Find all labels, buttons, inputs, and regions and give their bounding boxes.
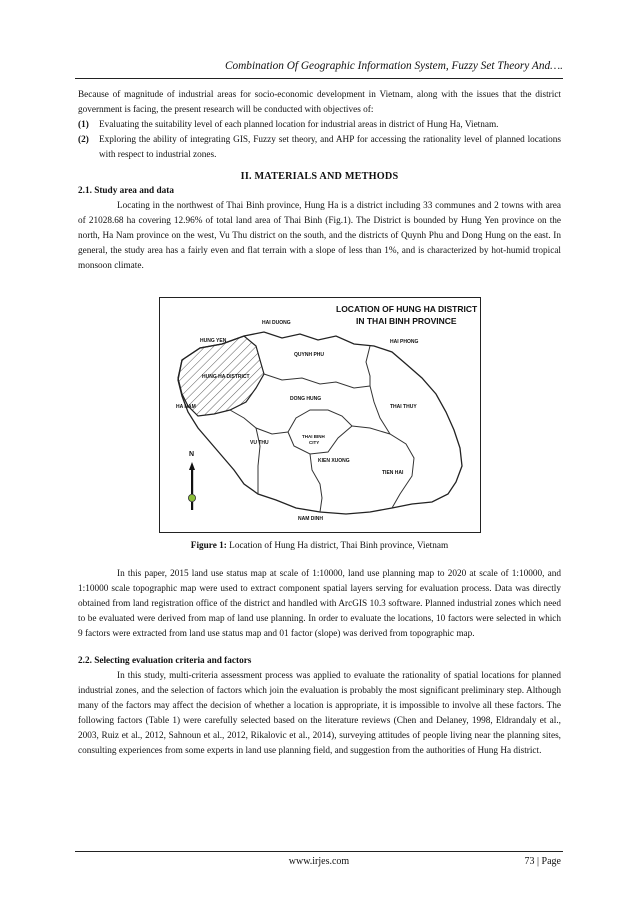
north-label: N	[189, 451, 195, 458]
objective-number: (1)	[78, 120, 89, 130]
label-ha-nam: HA NAM	[176, 404, 196, 410]
label-tien-hai: TIEN HAI	[382, 470, 404, 476]
subsection-title: 2.2. Selecting evaluation criteria and factors	[78, 656, 252, 666]
header-rule	[75, 78, 563, 79]
objective-number: (2)	[78, 135, 89, 145]
label-vu-thu: VU THU	[250, 440, 269, 446]
label-thai-binh-city-2: CITY	[309, 440, 320, 445]
footer-url: www.irjes.com	[288, 856, 350, 867]
label-thai-binh-city: THAI BINH	[302, 434, 325, 439]
methods-block	[78, 567, 561, 759]
district-boundary	[352, 426, 414, 508]
district-boundary	[366, 346, 390, 434]
figure-caption-text: Location of Hung Ha district, Thai Binh province, Vietnam	[226, 541, 449, 551]
label-hai-phong: HAI PHONG	[390, 339, 419, 345]
label-hai-duong: HAI DUONG	[262, 320, 291, 326]
subsection-title: 2.1. Study area and data	[78, 186, 174, 196]
study-area-paragraph: Locating in the northwest of Thai Binh province, Hung Ha is a district including 33 communes and 2 towns with area of 21028.68 ha covering 12.96% of total land area of Thai Binh (Fig.1). The District is bounded by Hung Yen province on the north, Ha Nam province on the west, Vu Thu district on the south, and the districts of Quynh Phu and Dong Hung on the east. In general, the study area has a fairly even and flat terrain with a slope of less than 1%, and is characterized by hot-humid tropical monsoon climate.	[78, 201, 561, 271]
objective-text: Evaluating the suitability level of each planned location for industrial areas in district of Hung Ha, Vietnam.	[99, 120, 499, 130]
label-hung-yen: HUNG YEN	[200, 338, 227, 344]
running-title: Combination Of Geographic Information System, Fuzzy Set Theory And….	[224, 60, 563, 72]
district-boundary	[256, 428, 260, 494]
label-hung-ha-district: HUNG HA DISTRICT	[202, 374, 250, 380]
label-quynh-phu: QUYNH PHU	[294, 352, 325, 358]
district-boundary	[288, 410, 352, 432]
intro-block	[78, 88, 561, 274]
intro-paragraph: Because of magnitude of industrial areas for socio-economic development in Vietnam, along with the issues that the district government is facing, the present research will be conducted with objectives of:	[78, 90, 561, 115]
criteria-paragraph: In this study, multi-criteria assessment process was applied to evaluate the rationality of spatial locations for planned industrial zones, and the selection of factors which join the evaluation is probably the most significant preliminary step. Although many of the factors may affect the decision of whether a location is appropriate, it is impossible to involve all these factors. The following factors (Table 1) were carefully selected based on the literature reviews (Chen and Delaney, 1998, Eldrandaly et al., 2003, Ruiz et al., 2012, Sahnoun et al., 2012, Rikalovic et al., 2014), surveying attitudes of people living near the planning sites, consulting experiences from some experts in land use planning field, and suggestion from the authorities of Hung Ha district.	[78, 671, 561, 756]
label-kien-xuong: KIEN XUONG	[318, 458, 350, 464]
objective-text: Exploring the ability of integrating GIS, Fuzzy set theory, and AHP for accessing the rationality level of planned locations with respect to industrial zones.	[99, 135, 561, 160]
label-dong-hung: DONG HUNG	[290, 396, 322, 402]
district-boundary	[264, 374, 370, 388]
label-nam-dinh: NAM DINH	[298, 516, 323, 522]
figure-caption	[78, 541, 561, 551]
district-boundary	[288, 426, 352, 454]
footer-rule	[75, 851, 563, 852]
map-title-line1: LOCATION OF HUNG HA DISTRICT	[336, 304, 478, 314]
section-title: II. MATERIALS AND METHODS	[240, 171, 399, 182]
data-paragraph: In this paper, 2015 land use status map at scale of 1:10000, land use planning map to 2020 at scale of 1:10000, and 1:10000 scale topographic map were used to extract component spatial layers serving for evaluation process. Data was directly obtained from land registration office of the district and handled with ArcGIS 10.3 software. Planned industrial zones which need to be evaluated were derived from map of land use planning. In order to evaluate the locations, 10 factors were selected in which 9 factors were extracted from land use status map and 01 factor (slope) was derived from topographic map.	[78, 569, 561, 639]
map-title-line2: IN THAI BINH PROVINCE	[356, 316, 457, 326]
figure-caption-label: Figure 1:	[190, 541, 227, 551]
district-boundary	[230, 410, 288, 434]
north-arrow	[188, 451, 195, 510]
page-number: 73 | Page	[524, 856, 561, 867]
objective-item	[78, 118, 561, 133]
objective-item	[78, 133, 561, 163]
location-map-figure	[159, 297, 481, 533]
location-map	[160, 298, 480, 532]
label-thai-thuy: THAI THUY	[390, 404, 417, 410]
